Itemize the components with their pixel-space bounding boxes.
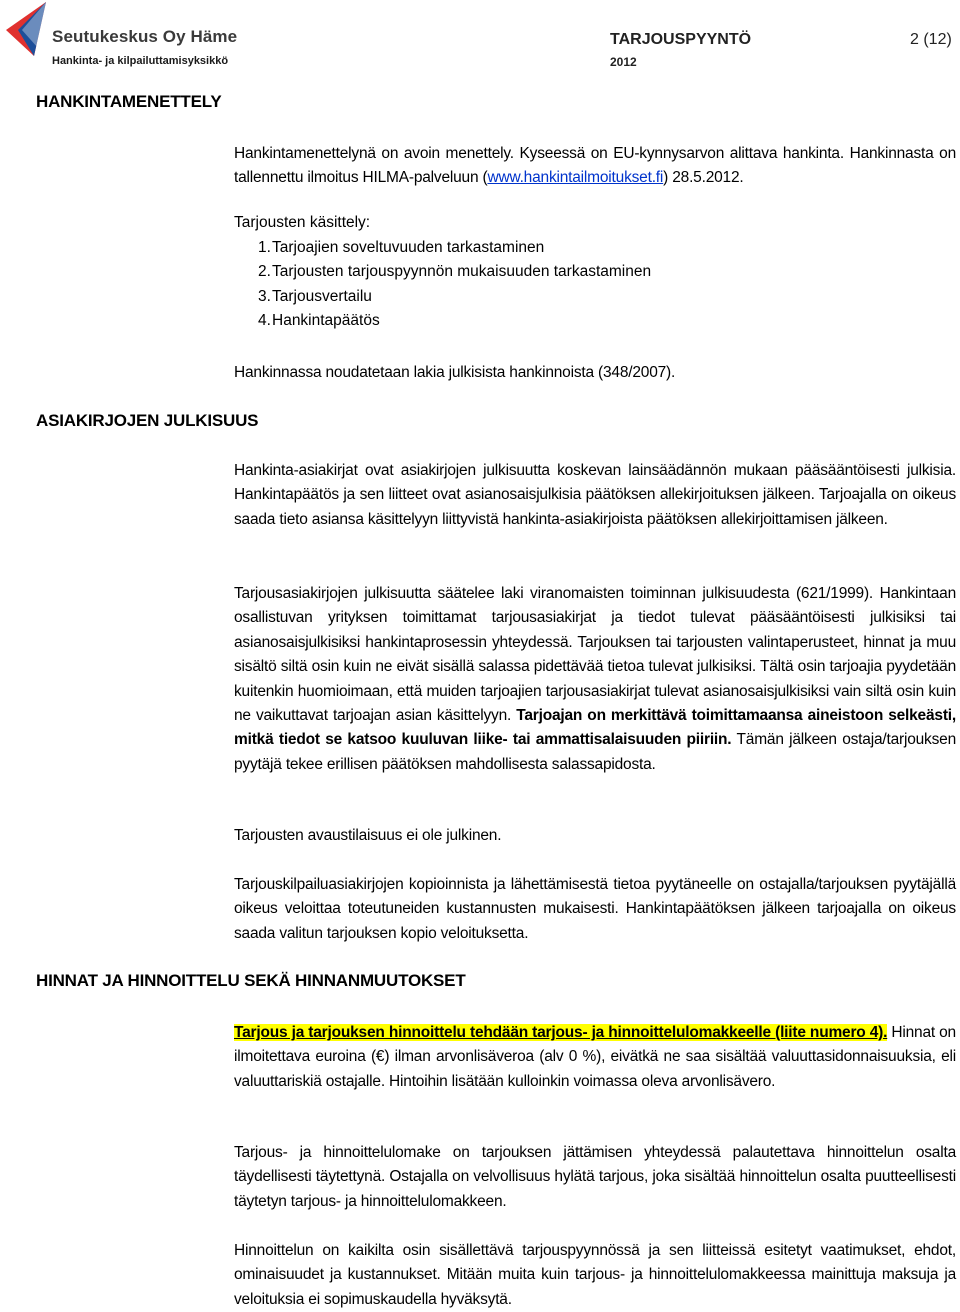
section-heading-hankintamenettely: HANKINTAMENETTELY — [36, 92, 222, 111]
paragraph-hinnat-3: Hinnoittelun on kaikilta osin sisällettävä tarjouspyynnössä ja sen liitteissä esitetyt vaatimukset, ehdot, ominaisuudet ja kustannukset. Mitään muita kuin tarjous- ja hinnoittelulomakkeessa mainittuja maksuja ja veloituksia ei sopimuskaudella hyväksytä. — [234, 1242, 956, 1308]
document-year: 2012 — [610, 55, 637, 69]
section-heading-asiakirjojen-julkisuus: ASIAKIRJOJEN JULKISUUS — [36, 411, 259, 430]
company-logo — [4, 0, 48, 58]
hilma-link[interactable]: www.hankintailmoitukset.fi — [487, 169, 664, 187]
paragraph-hinnat-1: Tarjous ja tarjouksen hinnoittelu tehdään tarjous- ja hinnoittelulomakkeelle (liite numero 4). Hinnat on ilmoitettava euroina (€) ilman arvonlisäveroa (alv 0 %), eivätkä ne saa sisältää valuuttasidonnaisuuksia, eli valuuttariskiä ostajalle. Hintoihin lisätään kulloinkin voimassa oleva arvonlisävero. — [234, 1024, 956, 1090]
list-intro: Tarjousten käsittely: — [234, 214, 371, 231]
paragraph-kopiointi: Tarjouskilpailuasiakirjojen kopioinnista ja lähettämisestä tietoa pyytäneelle on ostajalla/tarjouksen pyytäjällä oikeus veloittaa toteutuneiden kustannusten mukaisesti. Hankintapäätöksen jälkeen tarjoajalla on oikeus saada valitun tarjouksen kopio veloituksetta. — [234, 876, 956, 942]
list-item: 1. Tarjoajien soveltuvuuden tarkastaminen — [258, 239, 545, 256]
menettely-text-a: Hankintamenettelynä on avoin menettely. Kyseessä on EU-kynnysarvon alittava hankinta. Hankinnasta on tallennettu ilmoitus HILMA-palveluun ( — [234, 145, 956, 187]
paragraph-legislation: Hankinnassa noudatetaan lakia julkisista hankinnoista (348/2007). — [234, 364, 676, 381]
list-item: 2. Tarjousten tarjouspyynnön mukaisuuden tarkastaminen — [258, 263, 652, 281]
paragraph-avaustilaisuus: Tarjousten avaustilaisuus ei ole julkinen. — [234, 827, 502, 844]
document-title: TARJOUSPYYNTÖ — [610, 31, 752, 48]
paragraph-julkisuus-1: Hankinta-asiakirjat ovat asiakirjojen julkisuutta koskevan lainsäädännön mukaan pääsääntöisesti julkisia. Hankintapäätös ja sen liitteet ovat asianosaisjulkisia päätöksen allekirjoituksen jälkeen. Tarjoajalla on oikeus saada tieto asiansa käsittelyyn liittyvistä hankinta-asiakirjoista päätöksen allekirjoittamisen jälkeen. — [234, 462, 956, 528]
section-heading-hinnat: HINNAT JA HINNOITTELU SEKÄ HINNANMUUTOKSET — [36, 971, 466, 990]
page-number: 2 (12) — [910, 31, 952, 48]
menettely-text-b: ) 28.5.2012. — [663, 169, 744, 187]
paragraph-julkisuus-2: Tarjousasiakirjojen julkisuutta säätelee laki viranomaisten toiminnan julkisuudesta (621/1999). Hankintaan osallistuvan yrityksen toimittamat tarjousasiakirjat ja tiedot tulevat pääsääntöisesti julkisiksi tai asianosaisjulkisiksi hankintaprosessin yhteydessä. Tarjouksen tai tarjousten valintaperusteet, hinnat ja muu sisältö siltä osin kuin ne eivät sisällä salassa pidettävää tietoa tulevat julkisiksi. Tältä osin tarjoajia pyydetään kuitenkin huomioimaan, että muiden tarjoajien tarjousasiakirjat tulevat asianosaisjulkisiksi vain siltä osin kuin ne vaikuttavat tarjoajan asian käsittelyyn. Tarjoajan on merkittävä toimittamaansa aineistoon selkeästi, mitkä tiedot se katsoo kuuluvan liike- tai ammattisalaisuuden piiriin. Tämän jälkeen ostaja/tarjouksen pyytäjä tekee erillisen päätöksen mahdollisesta salassapidosta. — [234, 585, 956, 773]
processing-steps-list — [258, 236, 652, 334]
organization-unit: Hankinta- ja kilpailuttamisyksikkö — [52, 55, 229, 67]
organization-name: Seutukeskus Oy Häme — [52, 27, 238, 46]
highlighted-instruction: Tarjous ja tarjouksen hinnoittelu tehdään tarjous- ja hinnoittelulomakkeelle (liite numero 4). — [234, 1024, 888, 1041]
bold-notice: Tarjoajan on merkittävä toimittamaansa aineistoon selkeästi, mitkä tiedot se katsoo kuuluvan liike- tai ammattisalaisuuden piiriin. — [234, 707, 956, 749]
list-item: 3. Tarjousvertailu — [258, 287, 372, 305]
paragraph-menettely — [234, 142, 956, 191]
paragraph-hinnat-2: Tarjous- ja hinnoittelulomake on tarjouksen jättämisen yhteydessä palautettava hinnoittelun osalta täydellisesti täytettynä. Ostajalla on velvollisuus hylätä tarjous, joka sisältää hinnoittelun osalta puutteellisesti täytetyn tarjous- ja hinnoittelulomakkeen. — [234, 1144, 956, 1210]
list-item: 4. Hankintapäätös — [258, 312, 380, 330]
